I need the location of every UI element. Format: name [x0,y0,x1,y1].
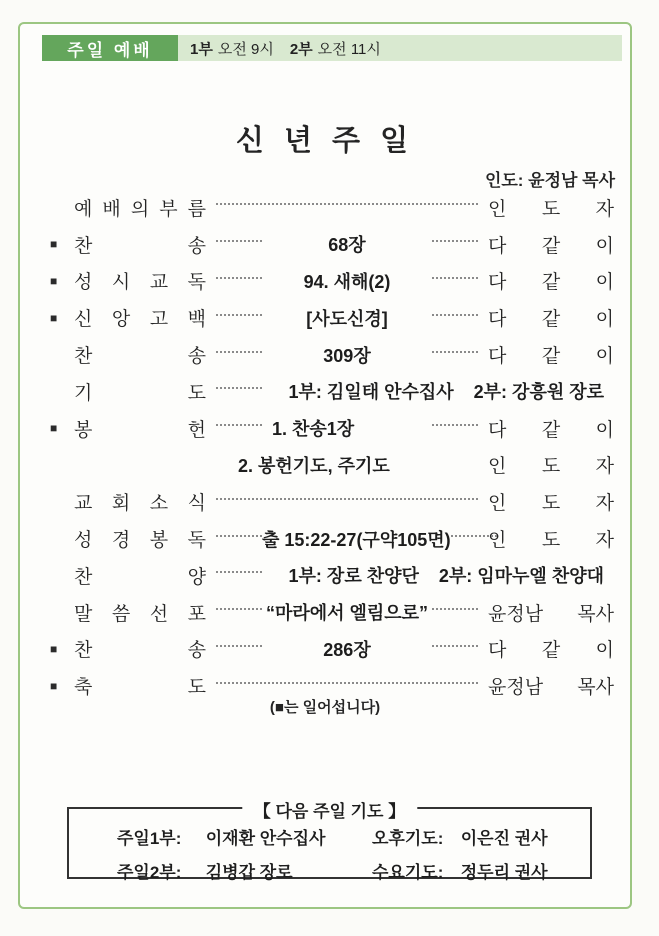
service-leader: 인도: 윤정남 목사 [484,171,615,190]
program-item-value: 출 15:22-27(구약105면) [262,529,451,550]
program-item-performer: 윤정남 목사 [488,677,614,699]
program-item-value: 1. 찬송1장 [272,419,355,440]
anthem-part1: 1부: 장로 찬양단 [288,566,419,587]
program-item-performer: 다 같 이 [488,309,614,331]
prayer-entry-name: 김병갑 장로 [205,863,293,882]
program-row-anthem [50,557,614,594]
leader-dots [451,535,497,537]
program-item-performer: 다 같 이 [488,419,614,441]
prayer-entry [372,824,590,849]
leader-dots [216,277,262,279]
leader-dots [432,645,478,647]
schedule-part1-time: 오전 9시 [217,40,274,58]
standing-note: (■는 일어섭니다) [269,699,381,716]
program-item-value: 286장 [323,639,371,660]
program-item-label: 예 배 의 부 름 [74,198,206,220]
program-item-label: 신 앙 고 백 [74,309,206,331]
program-item-label: 말 씀 선 포 [74,603,206,625]
standing-bullet-icon: ■ [50,641,58,656]
program-item-value: 2. 봉헌기도, 주기도 [238,455,390,476]
leader-dots [432,351,478,353]
schedule-part2-label: 2부 [289,40,313,58]
leader-dots [216,314,262,316]
program-row-offering [50,410,614,447]
leader-dots [216,351,262,353]
page-title: 신 년 주 일 [235,125,415,157]
leader-dots [432,314,478,316]
prayer-part1: 1부: 김일태 안수집사 [288,382,454,403]
program-item-performer: 인 도 자 [488,493,614,515]
program-item-label: 찬 송 [74,346,206,368]
program-item-value: 309장 [323,345,371,366]
next-week-prayer-box [67,802,592,882]
program-row-sermon [50,594,614,631]
standing-bullet-icon: ■ [50,421,58,436]
program-row-responsive-reading [50,263,614,300]
program-item-performer: 다 같 이 [488,640,614,662]
program-item-label: 성 경 봉 독 [74,530,206,552]
program-item-value: [사도신경] [306,308,388,329]
program-item-value [262,378,604,404]
program-item-performer: 윤정남 목사 [488,603,614,625]
leader-dots [216,498,478,500]
leader-dots [216,645,262,647]
program-row-confession-of-faith [50,299,614,336]
leader-dots [216,571,262,573]
prayer-entry [372,858,590,883]
program-item-performer: 인 도 자 [488,530,614,552]
program-row-church-news [50,483,614,520]
prayer-entry [117,858,372,883]
program-item-value: 68장 [328,235,366,256]
program-item-performer: 다 같 이 [488,346,614,368]
prayer-entry-label: 주일1부: [117,829,182,848]
leader-dots [216,535,262,537]
program-row-scripture-reading [50,520,614,557]
program-item-performer: 인 도 자 [488,198,614,220]
program-row-hymn-1 [50,226,614,263]
leader-dots [216,387,262,389]
program-row-offering-prayer [50,447,614,484]
standing-bullet-icon: ■ [50,310,58,325]
leader-dots [216,608,262,610]
program-item-label: 축 도 [74,677,206,699]
bulletin-page [18,22,632,909]
program-row-prayer [50,373,614,410]
header-badge [42,35,178,61]
leader-dots [216,203,478,205]
anthem-part2: 2부: 임마누엘 찬양대 [438,566,604,587]
prayer-entry-label: 수요기도: [372,863,444,882]
leader-dots [216,682,478,684]
program-item-label: 봉 헌 [74,419,206,441]
program-row-call-to-worship [50,189,614,226]
program-row-hymn-3 [50,631,614,668]
prayer-entry-label: 주일2부: [117,863,182,882]
program-item-label: 성 시 교 독 [74,272,206,294]
program-item-label: 교 회 소 식 [74,493,206,515]
program-list [50,189,614,704]
header-badge-label: 주일 예배 [67,40,153,60]
standing-bullet-icon: ■ [50,273,58,288]
leader-dots [432,424,478,426]
header-schedule-band [178,35,622,61]
leader-dots [432,277,478,279]
leader-dots [216,424,262,426]
program-item-value: 94. 새해(2) [303,271,391,292]
program-item-label: 찬 송 [74,640,206,662]
leader-dots [432,240,478,242]
schedule-part2-time: 오전 11시 [317,40,381,58]
schedule-part1 [190,38,274,59]
leader-dots [432,608,478,610]
prayer-entry [117,824,372,849]
program-item-value [262,562,604,588]
program-item-performer: 다 같 이 [488,235,614,257]
schedule-part2 [290,38,381,59]
program-row-hymn-2 [50,336,614,373]
program-item-label: 찬 양 [74,566,206,588]
prayer-entry-label: 오후기도: [372,829,444,848]
next-week-prayer-title: 【 다음 주일 기도 】 [242,797,417,822]
prayer-entry-name: 정두리 권사 [460,863,548,882]
program-item-performer: 인 도 자 [488,456,614,478]
prayer-entry-name: 이은진 권사 [460,829,548,848]
program-item-label: 기 도 [74,382,206,404]
schedule-part1-label: 1부 [190,40,213,58]
prayer-entry-name: 이재환 안수집사 [205,829,326,848]
program-item-label: 찬 송 [74,235,206,257]
program-item-performer: 다 같 이 [488,272,614,294]
leader-dots [216,240,262,242]
standing-bullet-icon: ■ [50,237,58,252]
standing-bullet-icon: ■ [50,678,58,693]
program-item-value: “마라에서 엘림으로” [265,603,429,624]
prayer-part2: 2부: 강흥원 장로 [473,382,604,403]
